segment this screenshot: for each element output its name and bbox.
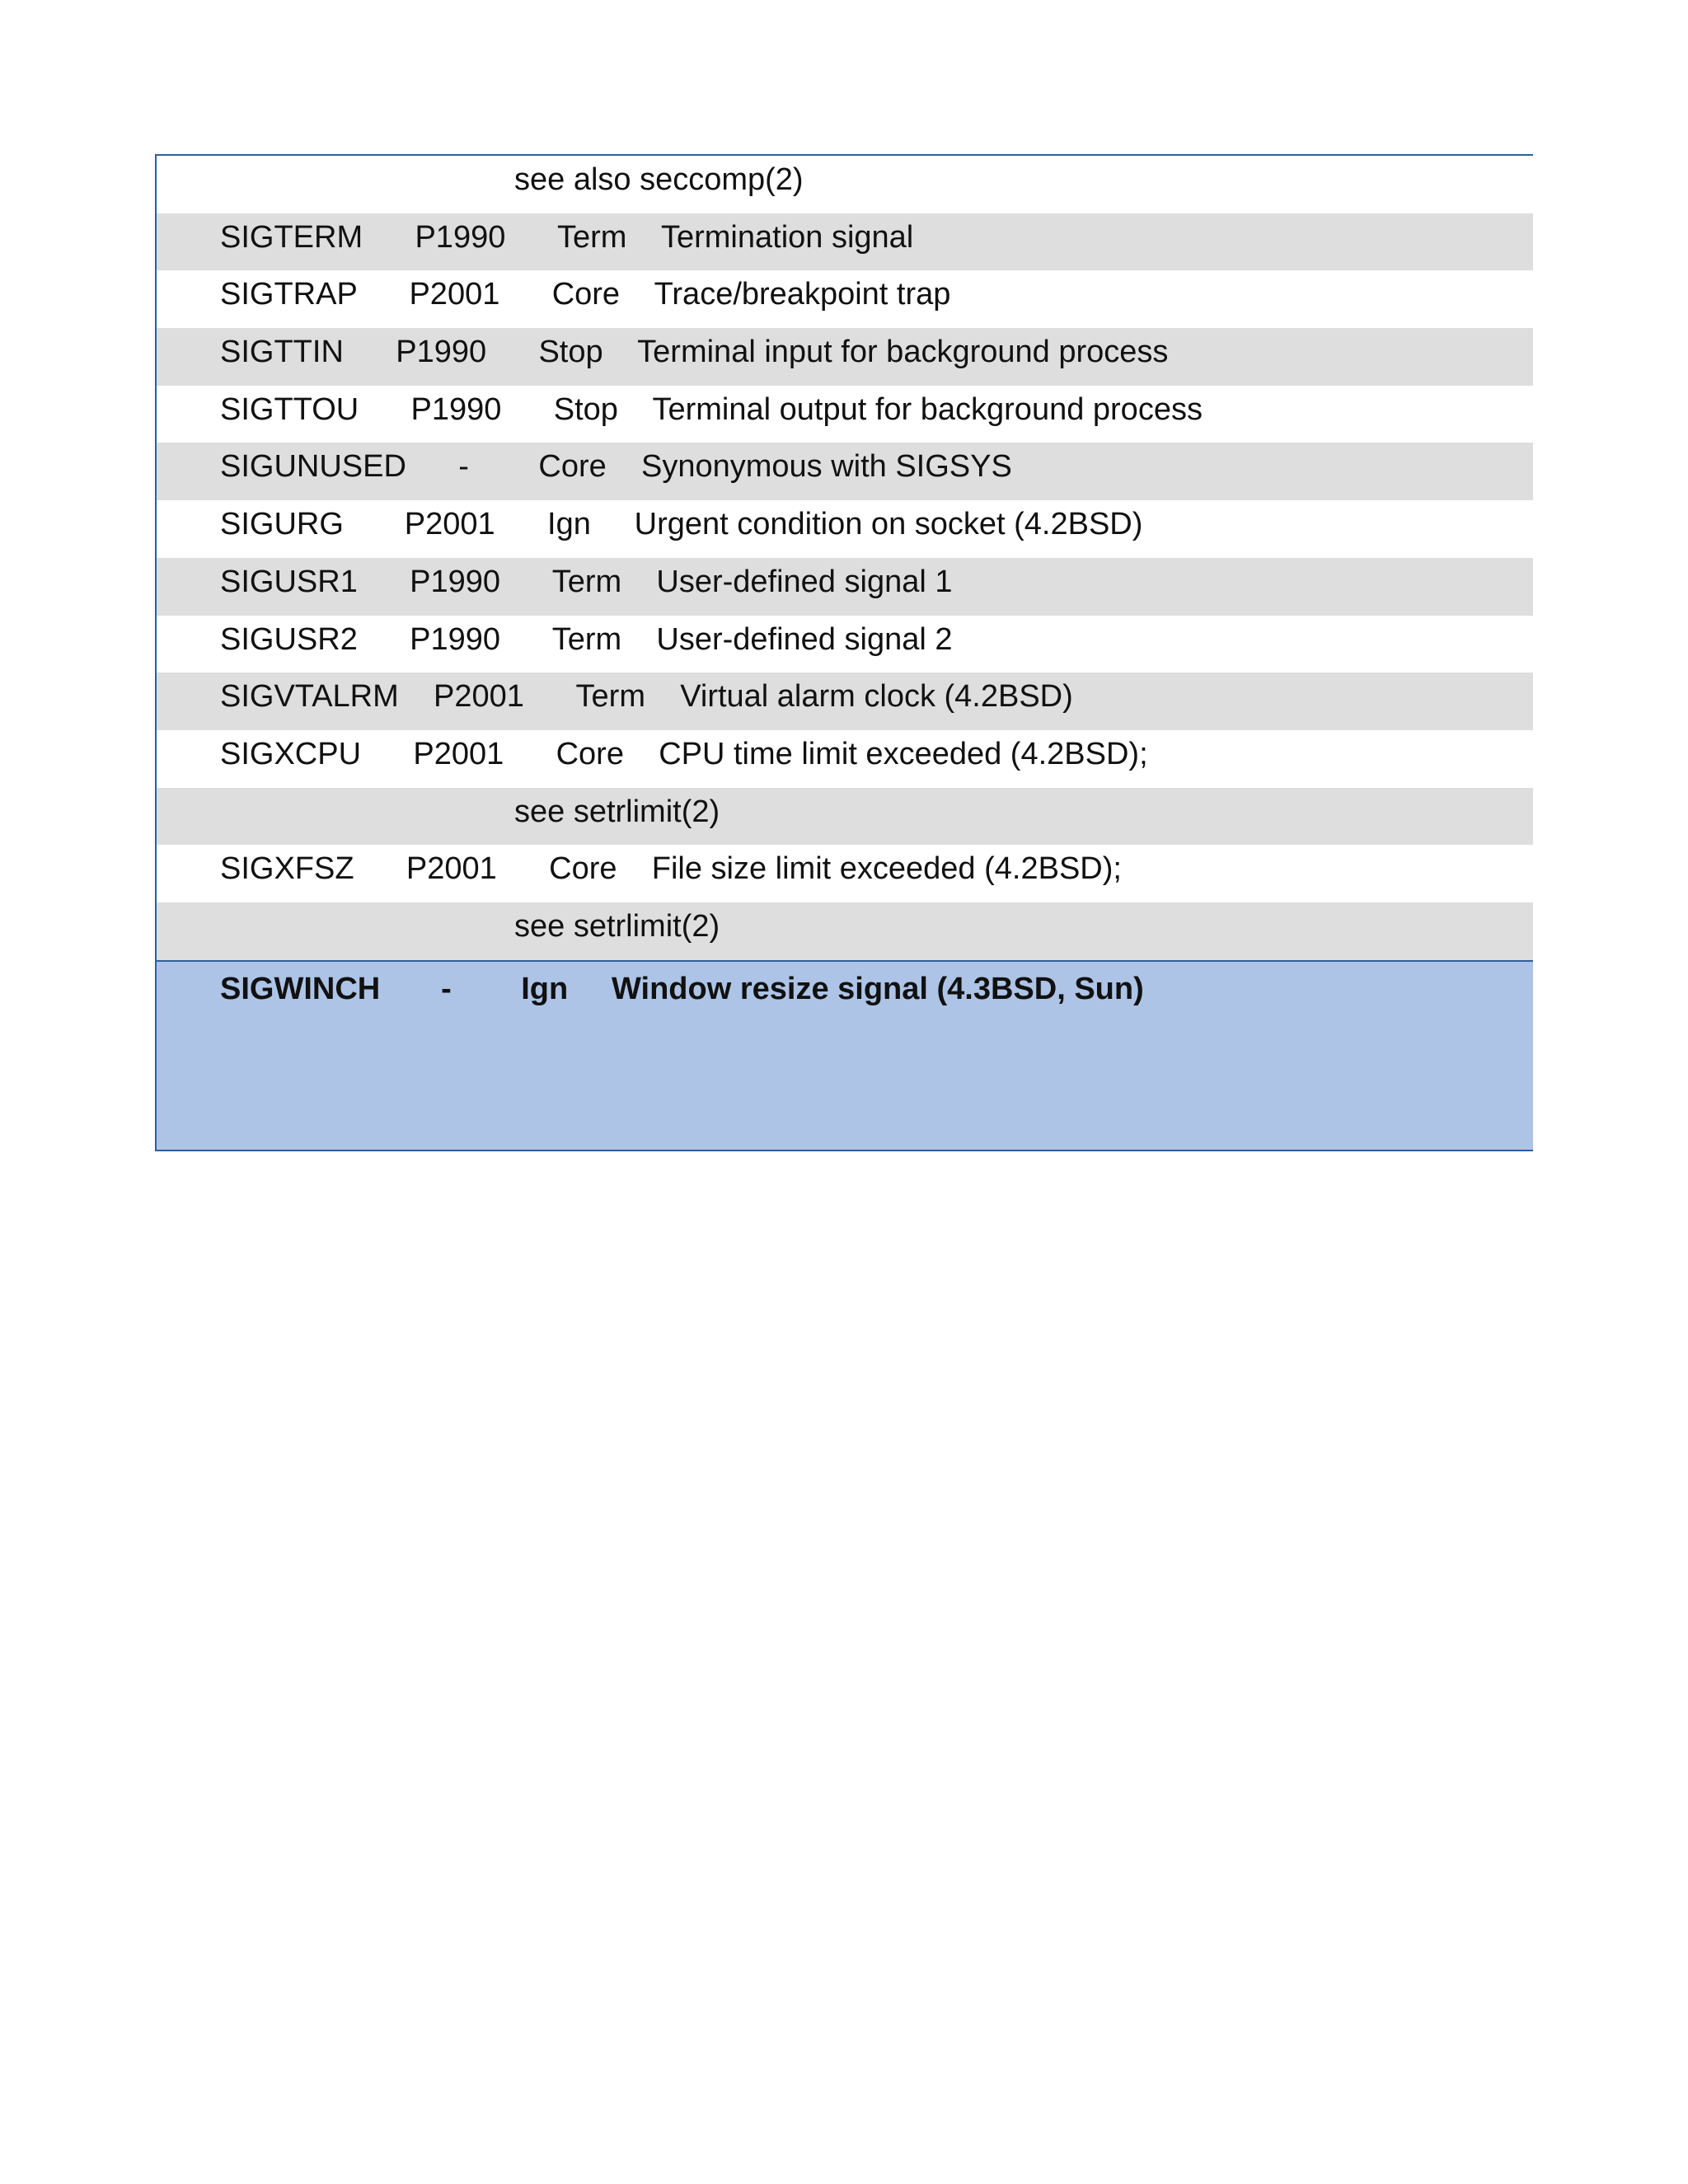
table-row xyxy=(157,845,1533,902)
table-row xyxy=(157,616,1533,673)
table-row xyxy=(157,500,1533,558)
row-text: SIGTERM P1990 Term Termination signal xyxy=(220,219,914,255)
table-row xyxy=(157,270,1533,328)
row-text: SIGXFSZ P2001 Core File size limit exceeded (4.2BSD); xyxy=(220,851,1122,887)
table-row xyxy=(157,156,1533,213)
row-text: SIGTTOU P1990 Stop Terminal output for background process xyxy=(220,391,1203,427)
row-text: see setrlimit(2) xyxy=(514,794,720,829)
row-text: SIGVTALRM P2001 Term Virtual alarm clock (4.2BSD) xyxy=(220,679,1073,715)
selected-table-row[interactable] xyxy=(157,960,1533,1150)
row-text: see also seccomp(2) xyxy=(514,162,804,197)
row-text: see setrlimit(2) xyxy=(514,908,720,944)
signal-table xyxy=(155,154,1533,1151)
row-text: SIGURG P2001 Ign Urgent condition on socket (4.2BSD) xyxy=(220,507,1143,542)
table-row xyxy=(157,730,1533,788)
table-row xyxy=(157,673,1533,730)
table-row xyxy=(157,902,1533,960)
table-row xyxy=(157,386,1533,443)
table-row xyxy=(157,443,1533,500)
row-text: SIGUNUSED - Core Synonymous with SIGSYS xyxy=(220,449,1012,485)
row-text: SIGWINCH - Ign Window resize signal (4.3BSD, Sun) xyxy=(220,971,1144,1006)
table-row xyxy=(157,213,1533,271)
table-row xyxy=(157,788,1533,846)
row-text: SIGUSR1 P1990 Term User-defined signal 1 xyxy=(220,564,953,599)
row-text: SIGTTIN P1990 Stop Terminal input for background process xyxy=(220,335,1169,370)
table-row xyxy=(157,558,1533,616)
table-row xyxy=(157,328,1533,386)
row-text: SIGUSR2 P1990 Term User-defined signal 2 xyxy=(220,621,953,657)
row-text: SIGTRAP P2001 Core Trace/breakpoint trap xyxy=(220,277,951,312)
row-text: SIGXCPU P2001 Core CPU time limit exceeded (4.2BSD); xyxy=(220,736,1148,771)
